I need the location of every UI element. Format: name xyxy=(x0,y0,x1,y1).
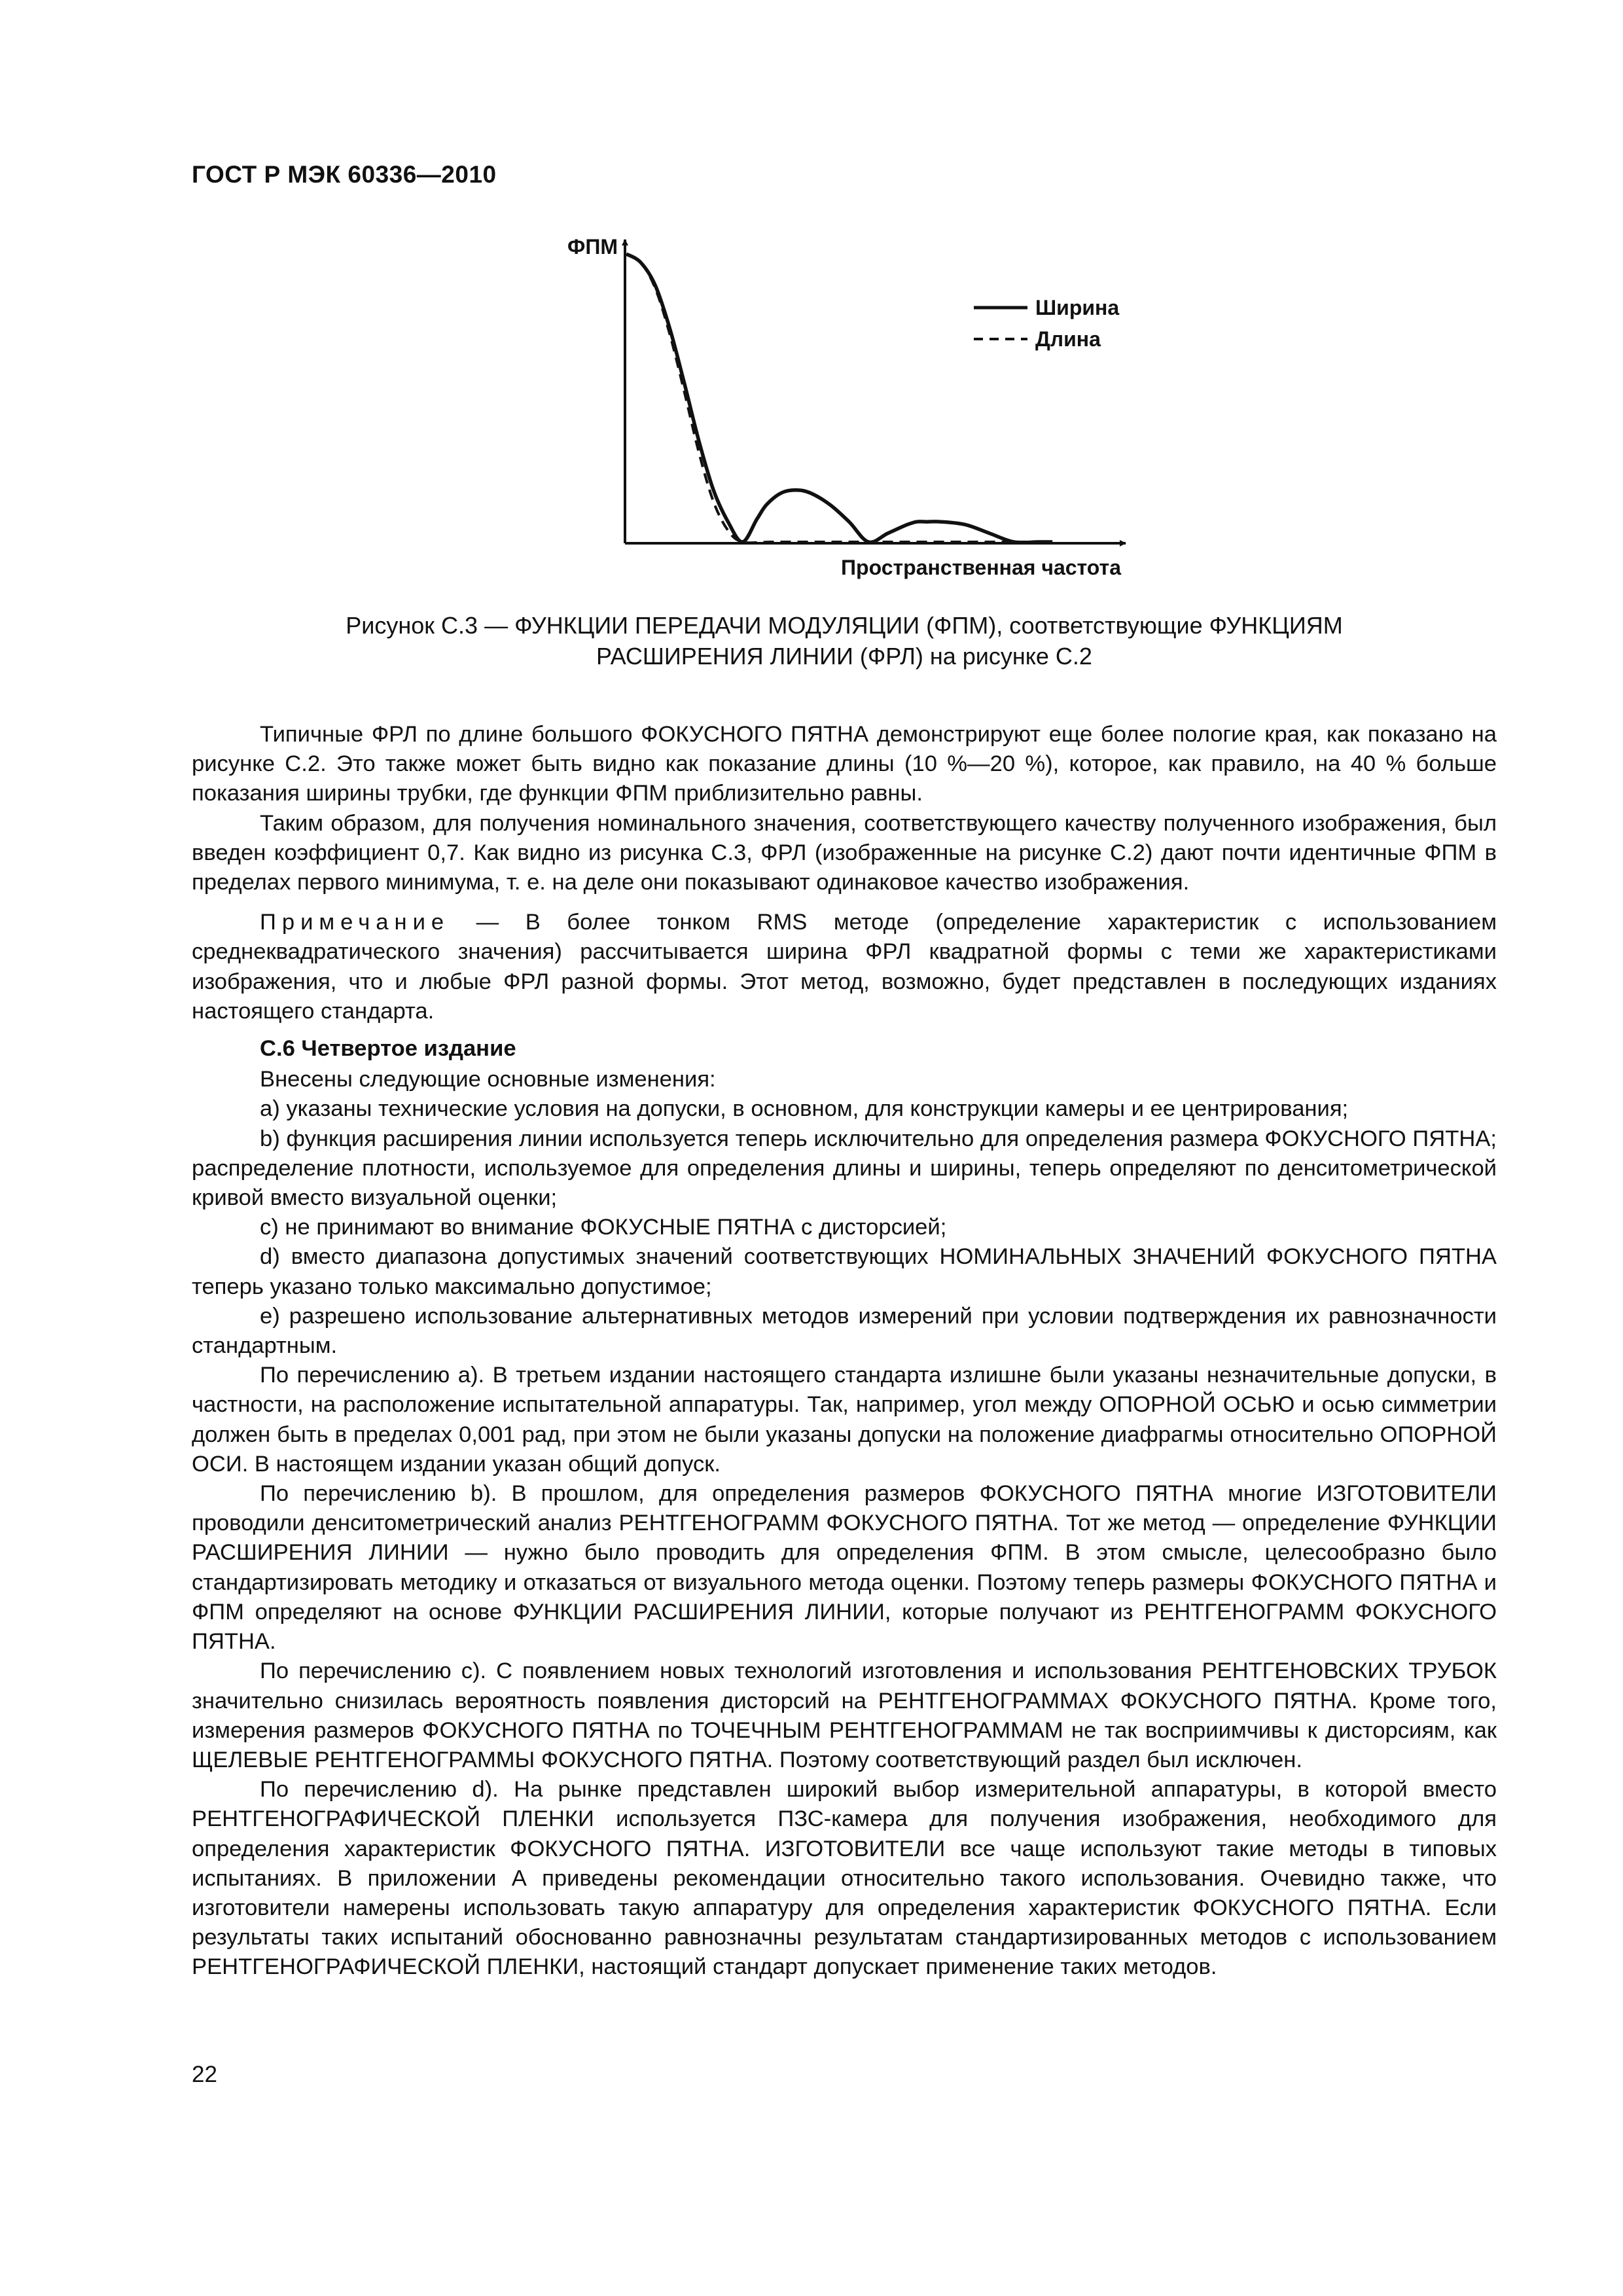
paragraph-item-c: По перечислению с). С появлением новых технологий изготовления и использования РЕНТГЕНОВСКИХ ТРУБОК значительно снизилась вероятность появления дисторсий на РЕНТГЕНОГРАММАХ ФОКУСНОГО ПЯТНА. Кроме того, измерения размеров ФОКУСНОГО ПЯТНА по ТОЧЕЧНЫМ РЕНТГЕНОГРАММАМ не так восприимчивы к дисторсиям, как ЩЕЛЕВЫЕ РЕНТГЕНОГРАММЫ ФОКУСНОГО ПЯТНА. Поэтому соответствующий раздел был исключен. xyxy=(192,1659,1497,1772)
list-item-d: d) вместо диапазона допустимых значений соответствующих НОМИНАЛЬНЫХ ЗНАЧЕНИЙ ФОКУСНОГО ПЯТНА теперь указано только максимально допустимое; xyxy=(192,1244,1497,1299)
caption-line-1: Рисунок С.3 — ФУНКЦИИ ПЕРЕДАЧИ МОДУЛЯЦИИ (ФПМ), соответствующие ФУНКЦИЯМ xyxy=(346,612,1343,639)
legend-label-length: Длина xyxy=(1035,327,1101,351)
series-layer xyxy=(626,254,1052,543)
note-text: — В более тонком RMS методе (определение характеристик с использованием среднеквадратического значения) рассчитывается ширина ФРЛ квадратной формы с теми же характеристиками изображения, что и любые ФРЛ разной формы. Этот метод, возможно, будет представлен в последующих изданиях настоящего стандарта. xyxy=(192,910,1497,1024)
paragraph-fsl-length: Типичные ФРЛ по длине большого ФОКУСНОГО ПЯТНА демонстрируют еще более пологие края, как показано на рисунке С.2. Это также может быть видно как показание длины (10 %—20 %), которое, как правило, на 40 % больше показания ширины трубки, где функции ФПМ приблизительно равны. xyxy=(192,722,1497,806)
page-number: 22 xyxy=(192,2062,217,2087)
note-label: Примечание xyxy=(260,910,450,935)
mtf-chart xyxy=(537,228,1165,594)
mtf-figure xyxy=(537,228,1165,594)
paragraph-coefficient: Таким образом, для получения номинального значения, соответствующего качеству полученного изображения, был введен коэффициент 0,7. Как видно из рисунка С.3, ФРЛ (изображенные на рисунке С.2) дают почти идентичные ФПМ в пределах первого минимума, т. е. на деле они показывают одинаковое качество изображения. xyxy=(192,810,1497,895)
figure-caption xyxy=(192,610,1497,672)
section-title: С.6 Четвертое издание xyxy=(260,1036,516,1062)
note-paragraph xyxy=(192,908,1497,1026)
caption-line-2: РАСШИРЕНИЯ ЛИНИИ (ФРЛ) на рисунке С.2 xyxy=(596,643,1092,670)
series-line-length xyxy=(626,254,1052,543)
list-item-a: a) указаны технические условия на допуски, в основном, для конструкции камеры и ее центрирования; xyxy=(260,1096,1349,1122)
legend-label-width: Ширина xyxy=(1035,296,1120,319)
paragraph-item-d: По перечислению d). На рынке представлен широкий выбор измерительной аппаратуры, в которой вместо РЕНТГЕНОГРАФИЧЕСКОЙ ПЛЕНКИ используется ПЗС-камера для получения изображения, необходимого для определения характеристик ФОКУСНОГО ПЯТНА. ИЗГОТОВИТЕЛИ все чаще используют такие методы в типовых испытаниях. В приложении А приведены рекомендации относительно такого использования. Очевидно также, что изготовители намерены использовать такую аппаратуру для определения характеристик ФОКУСНОГО ПЯТНА. Если результаты таких испытаний обоснованно равнозначны результатам стандартизированных методов с использованием РЕНТГЕНОГРАФИЧЕСКОЙ ПЛЕНКИ, настоящий стандарт допускает применение таких методов. xyxy=(192,1777,1497,1980)
paragraph-item-a: По перечислению а). В третьем издании настоящего стандарта излишне были указаны незначительные допуски, в частности, на расположение испытательной аппаратуры. Так, например, угол между ОПОРНОЙ ОСЬЮ и осью симметрии должен быть в пределах 0,001 рад, при этом не были указаны допуски на положение диафрагмы относительно ОПОРНОЙ ОСИ. В настоящем издании указан общий допуск. xyxy=(192,1363,1497,1477)
list-item-c: c) не принимают во внимание ФОКУСНЫЕ ПЯТНА с дисторсией; xyxy=(260,1215,947,1240)
paragraph-item-b: По перечислению b). В прошлом, для определения размеров ФОКУСНОГО ПЯТНА многие ИЗГОТОВИТЕЛИ проводили денситометрический анализ РЕНТГЕНОГРАММ ФОКУСНОГО ПЯТНА. Тот же метод — определение ФУНКЦИИ РАСШИРЕНИЯ ЛИНИИ — нужно было проводить для определения ФПМ. В этом смысле, целесообразно было стандартизировать методику и отказаться от визуального метода оценки. Поэтому теперь размеры ФОКУСНОГО ПЯТНА и ФПМ определяют на основе ФУНКЦИИ РАСШИРЕНИЯ ЛИНИИ, которые получают из РЕНТГЕНОГРАММ ФОКУСНОГО ПЯТНА. xyxy=(192,1481,1497,1655)
list-item-e: e) разрешено использование альтернативных методов измерений при условии подтверждения их равнозначности стандартным. xyxy=(192,1303,1497,1359)
series-line-width xyxy=(626,254,1052,543)
body-text xyxy=(192,720,1497,1982)
y-axis-label: ФПМ xyxy=(567,235,618,259)
list-item-b: b) функция расширения линии используется теперь исключительно для определения размера ФОКУСНОГО ПЯТНА; распределение плотности, используемое для определения длины и ширины, теперь определяют по денситометрической кривой вместо визуальной оценки; xyxy=(192,1126,1497,1211)
changes-intro: Внесены следующие основные изменения: xyxy=(260,1067,716,1092)
document-header: ГОСТ Р МЭК 60336—2010 xyxy=(192,161,497,188)
x-axis-label: Пространственная частота xyxy=(841,556,1121,579)
